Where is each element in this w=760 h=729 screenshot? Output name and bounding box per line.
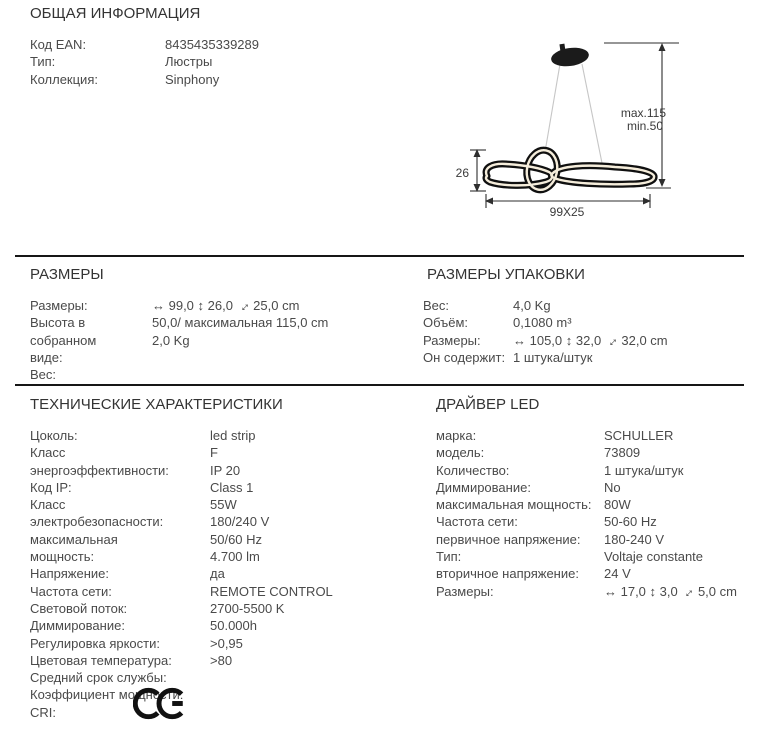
diagonal-arrow-icon: ↔	[601, 330, 622, 351]
spec-label: максимальная мощность:	[436, 497, 592, 513]
spec-label: Цоколь:	[30, 428, 78, 443]
spec-row	[30, 36, 259, 53]
spec-row	[30, 53, 259, 70]
spec-value: 24 V	[604, 566, 631, 582]
spec-value: ↔ 17,0 ↕ 3,0 ↔ 5,0 cm	[604, 581, 737, 602]
spec-value: 1 штука/штук	[604, 462, 684, 478]
spec-label: Тип:	[30, 54, 56, 70]
spec-row	[436, 583, 737, 600]
section-technical-specs	[30, 396, 333, 721]
spec-value: F	[210, 445, 218, 461]
section-sizes	[30, 266, 328, 383]
spec-row	[30, 617, 333, 634]
spec-row	[30, 314, 328, 331]
spec-label: Частота сети:	[436, 514, 518, 530]
spec-value: 73809	[604, 445, 641, 461]
spec-label: первичное напряжение:	[436, 531, 581, 547]
spec-value: Люстры	[165, 54, 213, 70]
spec-value: 50-60 Hz	[604, 514, 657, 530]
spec-row	[423, 349, 668, 366]
spec-value: 50,0/ максимальная 115,0 cm	[152, 315, 329, 331]
spec-label: вторичное напряжение:	[436, 566, 579, 582]
spec-label: Он содержит:	[423, 349, 506, 365]
spec-value: No	[604, 479, 621, 495]
spec-label: Размеры:	[436, 583, 494, 599]
spec-label: марка:	[436, 428, 477, 443]
spec-value: 55W	[210, 497, 237, 513]
spec-label: Код EAN:	[30, 37, 87, 52]
fixture-size-label: 99X25	[549, 205, 585, 219]
max-height-label: max.115	[620, 106, 666, 120]
spec-label: электробезопасности:	[30, 514, 164, 530]
spec-value: 8435435339289	[165, 37, 259, 52]
package-sizes-title: РАЗМЕРЫ УПАКОВКИ	[427, 266, 585, 283]
spec-label: виде:	[30, 349, 63, 365]
spec-label: Размеры:	[30, 298, 88, 313]
spec-row	[30, 71, 259, 88]
spec-value: 80W	[604, 497, 631, 513]
spec-value: ↔ 99,0 ↕ 26,0 ↔ 25,0 cm	[152, 295, 300, 316]
spec-value: 4,0 Kg	[513, 298, 551, 313]
spec-value: 0,1080 m³	[513, 315, 572, 331]
spec-label: Вес:	[423, 298, 450, 313]
spec-value: Voltaje constante	[604, 549, 704, 565]
spec-label: Объём:	[423, 315, 469, 331]
spec-label: Частота сети:	[30, 583, 112, 599]
spec-label: Количество:	[436, 462, 510, 478]
spec-row	[30, 565, 333, 582]
general-info-rows	[30, 36, 259, 88]
spec-row	[30, 513, 333, 530]
spec-value: IP 20	[210, 462, 241, 478]
spec-row	[436, 479, 737, 496]
spec-row	[436, 444, 737, 461]
spec-label: Диммирование:	[30, 618, 125, 634]
spec-row	[30, 548, 333, 565]
spec-value: да	[210, 566, 225, 582]
spec-label: Коллекция:	[30, 71, 98, 87]
spec-label: CRI:	[30, 704, 56, 720]
spec-row	[30, 479, 333, 496]
spec-value: 2,0 Kg	[152, 332, 190, 348]
spec-label: Коэффициент мощности:	[30, 687, 184, 703]
section-general-info	[30, 5, 259, 88]
spec-value: 180/240 V	[210, 514, 270, 530]
spec-value: Sinphony	[165, 71, 220, 87]
section-divider	[15, 384, 744, 386]
spec-row	[30, 635, 333, 652]
spec-label: Цветовая температура:	[30, 652, 172, 668]
section-led-driver	[436, 396, 737, 600]
spec-row	[30, 462, 333, 479]
spec-row	[30, 427, 333, 444]
fixture-height-label: 26	[455, 166, 469, 180]
sizes-rows	[30, 297, 328, 383]
spec-row	[436, 531, 737, 548]
spec-row	[30, 366, 328, 383]
spec-value: 4.700 lm	[210, 549, 260, 565]
sizes-title: РАЗМЕРЫ	[30, 266, 104, 283]
spec-label: Напряжение:	[30, 566, 109, 582]
spec-label: Тип:	[436, 549, 462, 565]
spec-row	[423, 297, 668, 314]
section-package-sizes	[423, 266, 668, 366]
spec-row	[30, 349, 328, 366]
spec-row	[436, 565, 737, 582]
spec-label: максимальная	[30, 531, 118, 547]
package-rows	[423, 297, 668, 366]
pendant-lamp-dimension-diagram	[430, 25, 690, 225]
spec-row	[423, 332, 668, 349]
spec-row	[30, 297, 328, 314]
spec-row	[436, 427, 737, 444]
spec-value: SCHULLER	[604, 428, 674, 443]
spec-row	[30, 600, 333, 617]
spec-label: Регулировка яркости:	[30, 635, 160, 651]
spec-value: 50.000h	[210, 618, 257, 634]
spec-label: Вес:	[30, 367, 57, 383]
spec-label: Средний срок службы:	[30, 670, 167, 686]
spec-label: Класс	[30, 445, 66, 461]
led-driver-title: ДРАЙВЕР LED	[436, 396, 540, 413]
spec-row	[30, 496, 333, 513]
spec-label: мощность:	[30, 549, 95, 565]
spec-row	[436, 496, 737, 513]
technical-specs-rows	[30, 427, 333, 721]
spec-label: Световой поток:	[30, 600, 128, 616]
spec-value: ↔ 105,0 ↕ 32,0 ↔ 32,0 cm	[513, 330, 668, 351]
spec-value: 50/60 Hz	[210, 531, 263, 547]
spec-label: энергоэффективности:	[30, 462, 169, 478]
spec-value: 180-240 V	[604, 531, 664, 547]
spec-label: Класс	[30, 497, 66, 513]
spec-label: собранном	[30, 332, 97, 348]
ceiling-canopy-icon	[550, 44, 590, 69]
spec-value: REMOTE CONTROL	[210, 583, 333, 599]
spec-label: Код IP:	[30, 479, 72, 495]
spec-row	[30, 583, 333, 600]
section-divider	[15, 255, 744, 257]
spec-row	[30, 669, 333, 686]
spec-value: Class 1	[210, 479, 254, 495]
spec-value: >80	[210, 652, 233, 668]
spec-row	[30, 531, 333, 548]
technical-specs-title: ТЕХНИЧЕСКИЕ ХАРАКТЕРИСТИКИ	[30, 396, 283, 413]
spec-row	[423, 314, 668, 331]
spec-row	[436, 462, 737, 479]
spec-value: >0,95	[210, 635, 243, 651]
spec-label: модель:	[436, 445, 485, 461]
spec-row	[436, 513, 737, 530]
spec-label: Размеры:	[423, 332, 481, 348]
spec-label: Диммирование:	[436, 479, 531, 495]
ce-mark-icon	[133, 687, 185, 720]
spec-value: 1 штука/штук	[513, 349, 593, 365]
spec-row	[30, 444, 333, 461]
spec-label: Высота в	[30, 315, 86, 331]
diagonal-arrow-icon: ↔	[677, 581, 698, 602]
spec-value: 2700-5500 K	[210, 600, 285, 616]
general-info-title: ОБЩАЯ ИНФОРМАЦИЯ	[30, 5, 201, 22]
spec-row	[30, 652, 333, 669]
spec-value: led strip	[210, 428, 256, 443]
min-height-label: min.50	[626, 119, 663, 133]
diagonal-arrow-icon: ↔	[233, 295, 253, 316]
spec-row	[436, 548, 737, 565]
led-driver-rows	[436, 427, 737, 600]
spec-row	[30, 332, 328, 349]
